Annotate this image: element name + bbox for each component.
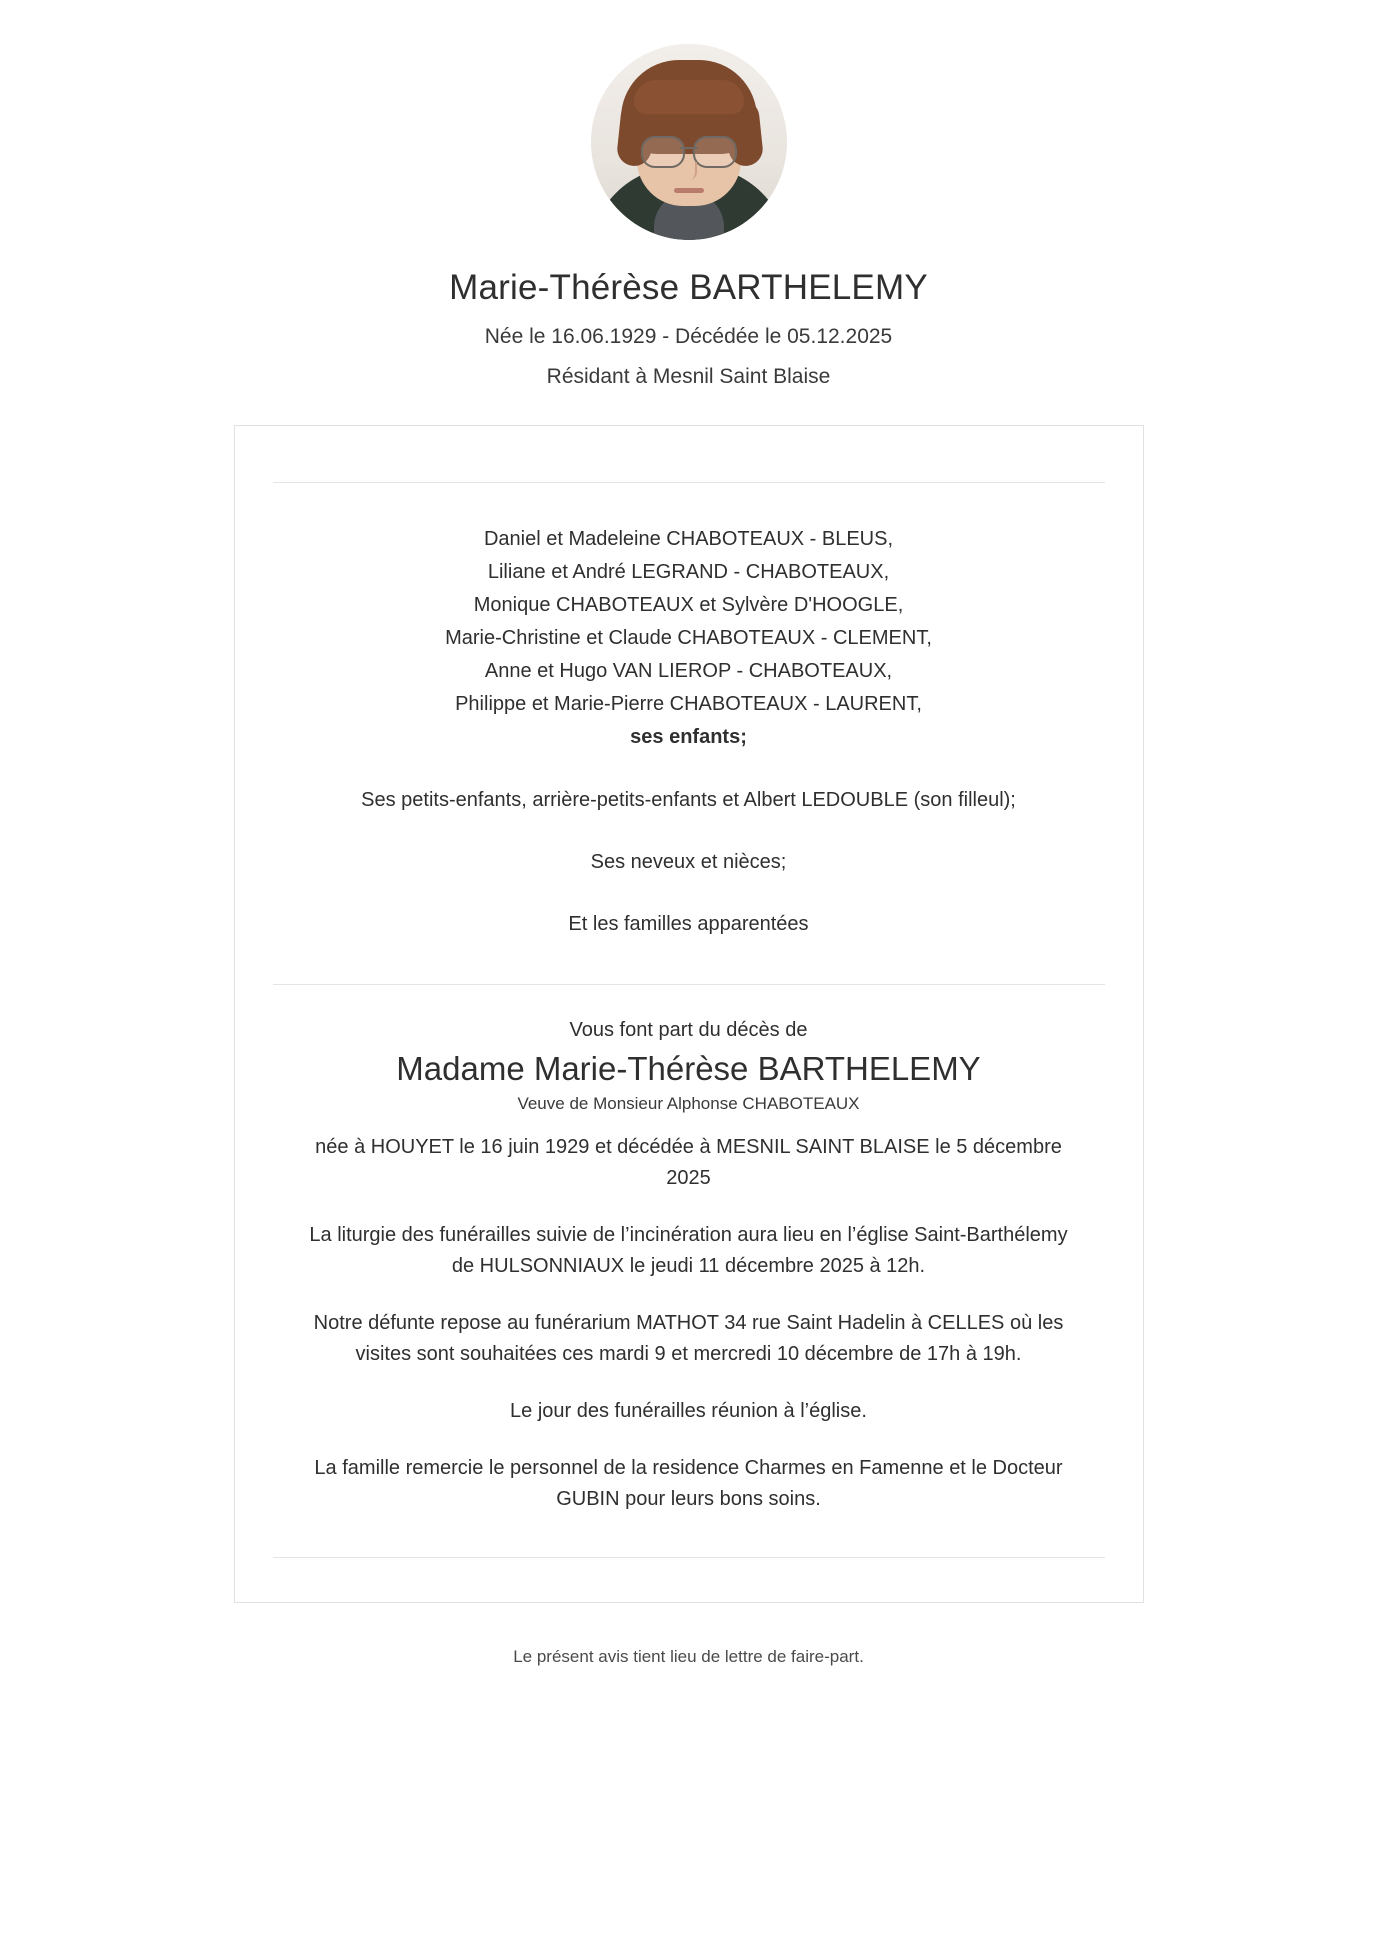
- list-item: Liliane et André LEGRAND - CHABOTEAUX,: [487, 561, 890, 583]
- photo-glasses-bridge: [680, 147, 698, 149]
- photo-glasses-right: [693, 136, 737, 168]
- portrait-photo: [591, 44, 787, 240]
- photo-fringe: [634, 80, 744, 114]
- nephews-nieces-line: Ses neveux et nièces;: [590, 851, 787, 873]
- birth-death-dates: Née le 16.06.1929 - Décédée le 05.12.2025: [484, 325, 893, 348]
- divider-middle: [273, 984, 1105, 985]
- list-item: Anne et Hugo VAN LIEROP - CHABOTEAUX,: [484, 660, 893, 682]
- list-item: Marie-Christine et Claude CHABOTEAUX - CLEMENT,: [445, 627, 932, 649]
- list-item: Philippe et Marie-Pierre CHABOTEAUX - LAURENT,: [455, 693, 922, 715]
- announcement-name: Madame Marie-Thérèse BARTHELEMY: [396, 1050, 981, 1087]
- residence-line: Résidant à Mesnil Saint Blaise: [546, 365, 831, 388]
- list-item: Monique CHABOTEAUX et Sylvère D'HOOGLE,: [473, 594, 904, 616]
- footer-note: Le présent avis tient lieu de lettre de faire-part.: [513, 1647, 864, 1666]
- photo-mouth: [674, 188, 704, 193]
- thanks-detail: La famille remercie le personnel de la residence Charmes en Famenne et le Docteur GUBIN pour leurs bons soins.: [314, 1457, 1063, 1510]
- visitation-detail: Notre défunte repose au funérarium MATHOT 34 rue Saint Hadelin à CELLES où les visites sont souhaitées ces mardi 9 et mercredi 10 décembre de 17h à 19h.: [313, 1312, 1064, 1365]
- grandchildren-line: Ses petits-enfants, arrière-petits-enfants et Albert LEDOUBLE (son filleul);: [361, 789, 1016, 811]
- photo-nose: [681, 162, 697, 180]
- related-families-line: Et les familles apparentées: [568, 913, 809, 935]
- page-title: Marie-Thérèse BARTHELEMY: [449, 268, 928, 307]
- obituary-header: [0, 44, 1377, 389]
- announcement-lead: Vous font part du décès de: [569, 1019, 808, 1041]
- divider-top: [273, 482, 1105, 483]
- divider-bottom: [273, 1557, 1105, 1558]
- birth-death-detail: née à HOUYET le 16 juin 1929 et décédée à MESNIL SAINT BLAISE le 5 décembre 2025: [315, 1136, 1062, 1189]
- announcement-card: [234, 425, 1144, 1603]
- family-relation-label: ses enfants;: [630, 726, 747, 748]
- family-list: [269, 523, 1109, 754]
- list-item: Daniel et Madeleine CHABOTEAUX - BLEUS,: [483, 528, 894, 550]
- photo-glasses-left: [641, 136, 685, 168]
- ceremony-detail: La liturgie des funérailles suivie de l’incinération aura lieu en l’église Saint-Barthélemy de HULSONNIAUX le jeudi 11 décembre 2025 à 12h.: [309, 1224, 1068, 1277]
- portrait-frame: [591, 44, 787, 240]
- announcement-subtitle: Veuve de Monsieur Alphonse CHABOTEAUX: [517, 1094, 860, 1113]
- reunion-detail: Le jour des funérailles réunion à l’église.: [510, 1400, 867, 1422]
